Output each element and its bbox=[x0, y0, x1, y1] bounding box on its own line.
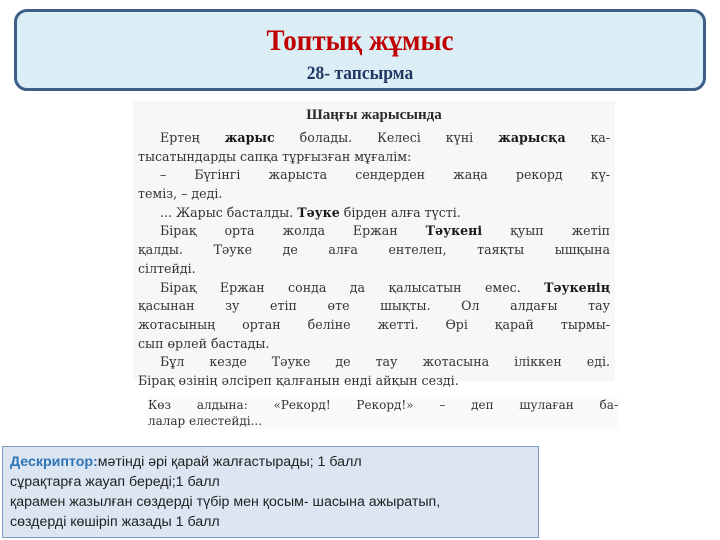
text-line bbox=[138, 204, 610, 223]
text-segment: Бірақ өзінің әлсіреп қалғанын енді айқын сезді. bbox=[138, 372, 459, 388]
text-line bbox=[138, 335, 610, 354]
text-segment: лалар елестейді... bbox=[148, 414, 263, 428]
text-segment: Бұл кезде Тәуке де тау жотасына іліккен еді. bbox=[160, 354, 610, 370]
text-segment: Көз алдына: «Рекорд! Рекорд!» – деп шулаған ба- bbox=[148, 398, 618, 412]
text-segment: тысатындарды сапқа тұрғызған мұғалім: bbox=[138, 148, 412, 164]
title-banner bbox=[14, 9, 706, 91]
text-segment: сілтейді. bbox=[138, 260, 196, 276]
descriptor-line-4: сөздерді көшіріп жазады 1 балл bbox=[10, 514, 220, 530]
text-segment: қалды. Тәуке де алға ентелеп, таяқты ышқына bbox=[138, 242, 610, 258]
text-segment: Бірақ Ержан сонда да қалысатын емес. bbox=[160, 279, 545, 295]
text-segment: – Бүгінгі жарыста сендерден жаңа рекорд кү- bbox=[160, 167, 610, 183]
descriptor-box bbox=[2, 446, 539, 538]
text-segment: болады. Келесі күні bbox=[274, 130, 499, 145]
text-segment: бірден алға түсті. bbox=[339, 204, 461, 220]
slide-title: Топтық жұмыс bbox=[266, 24, 454, 57]
text-line bbox=[138, 129, 610, 148]
text-line bbox=[138, 279, 610, 298]
text-segment: қуып жетіп bbox=[482, 223, 610, 239]
text-line bbox=[138, 241, 610, 260]
story-text bbox=[138, 129, 610, 391]
text-line bbox=[138, 260, 610, 279]
text-line bbox=[138, 148, 610, 167]
text-line bbox=[138, 166, 610, 185]
story-heading: Шаңғы жарысында bbox=[306, 107, 442, 123]
text-segment: сып өрлей бастады. bbox=[138, 335, 270, 351]
descriptor-line-1 bbox=[10, 452, 538, 472]
bold-word: жарысқа bbox=[498, 130, 566, 145]
text-segment: ... Жарыс басталды. bbox=[160, 204, 298, 220]
text-segment: теміз, – деді. bbox=[138, 186, 223, 202]
bold-word: Тәуке bbox=[297, 204, 340, 220]
text-line bbox=[138, 297, 610, 316]
text-segment: қасынан зу етіп өте шықты. Ол алдағы тау bbox=[138, 298, 610, 314]
descriptor-line-2: сұрақтарға жауап береді;1 балл bbox=[10, 474, 220, 490]
text-line bbox=[148, 413, 618, 429]
text-segment: жотасының ортан беліне жетті. Өрі қарай тырмы- bbox=[138, 316, 610, 332]
bold-word: жарыс bbox=[224, 130, 275, 145]
bold-word: Тәукені bbox=[425, 223, 483, 239]
text-line bbox=[148, 397, 618, 413]
text-segment: Ертең bbox=[160, 130, 225, 145]
task-number: 28- тапсырма bbox=[306, 63, 414, 84]
descriptor-label: Дескриптор: bbox=[10, 454, 98, 470]
text-line bbox=[138, 185, 610, 204]
text-line bbox=[138, 372, 610, 391]
text-line bbox=[138, 353, 610, 372]
descriptor-line-3: қарамен жазылған сөздерді түбір мен қосым- шасына ажыратып, bbox=[10, 494, 441, 510]
text-segment: қа- bbox=[565, 130, 610, 145]
story-note bbox=[148, 397, 618, 429]
text-line bbox=[138, 222, 610, 241]
bold-word: Тәукенің bbox=[544, 279, 610, 295]
text-line bbox=[138, 316, 610, 335]
textbook-excerpt bbox=[133, 101, 615, 388]
text-segment: Бірақ орта жолда Ержан bbox=[160, 223, 426, 239]
descriptor-text: мәтінді әрі қарай жалғастырады; 1 балл bbox=[97, 454, 362, 470]
note-text bbox=[148, 397, 618, 429]
